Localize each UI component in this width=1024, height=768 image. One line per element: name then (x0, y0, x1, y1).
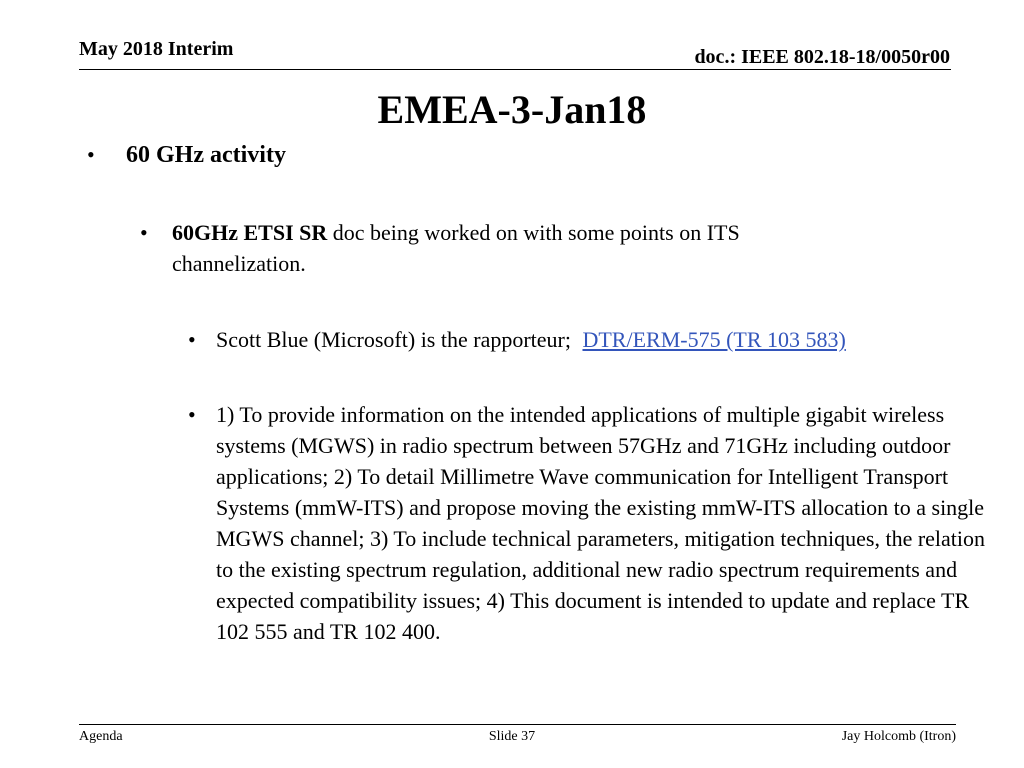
slide-title: EMEA-3-Jan18 (377, 87, 647, 132)
dtr-erm-link[interactable]: DTR/ERM-575 (TR 103 583) (582, 327, 846, 352)
bullet-etsi-sr-rest: doc being worked on with some points on ITS channelization. (172, 220, 740, 276)
bullet-etsi-sr (172, 217, 872, 279)
header-meeting-label: May 2018 Interim (79, 38, 234, 60)
footer-slide-number: Slide 37 (488, 729, 536, 744)
bullet-scope-description: 1) To provide information on the intended applications of multiple gigabit wireless systems (MGWS) in radio spectrum between 57GHz and 71GHz including outdoor applications; 2) To detail Millimetre Wave communication for Intelligent Transport Systems (mmW-ITS) and propose moving the existing mmW-ITS allocation to a single MGWS channel; 3) To include technical parameters, mitigation techniques, the relation to the existing spectrum regulation, additional new radio spectrum requirements and expected compatibility issues; 4) This document is intended to update and replace TR 102 555 and TR 102 400. (216, 402, 986, 644)
bullet-etsi-sr-bold: 60GHz ETSI SR (172, 220, 328, 245)
bullet-level3-marker: • (188, 402, 196, 427)
header-divider (79, 69, 951, 70)
bullet-level1-marker: • (87, 142, 95, 167)
footer-section: Agenda (79, 729, 123, 744)
footer-divider (79, 724, 956, 725)
bullet-rapporteur-text: Scott Blue (Microsoft) is the rapporteur; (216, 327, 577, 352)
footer-author: Jay Holcomb (Itron) (841, 729, 956, 744)
bullet-level3-marker: • (188, 327, 196, 352)
header-doc-id: doc.: IEEE 802.18-18/0050r00 (694, 46, 950, 68)
bullet-level2-marker: • (140, 220, 148, 245)
bullet-rapporteur (216, 324, 976, 355)
bullet-60ghz-activity: 60 GHz activity (126, 142, 286, 168)
